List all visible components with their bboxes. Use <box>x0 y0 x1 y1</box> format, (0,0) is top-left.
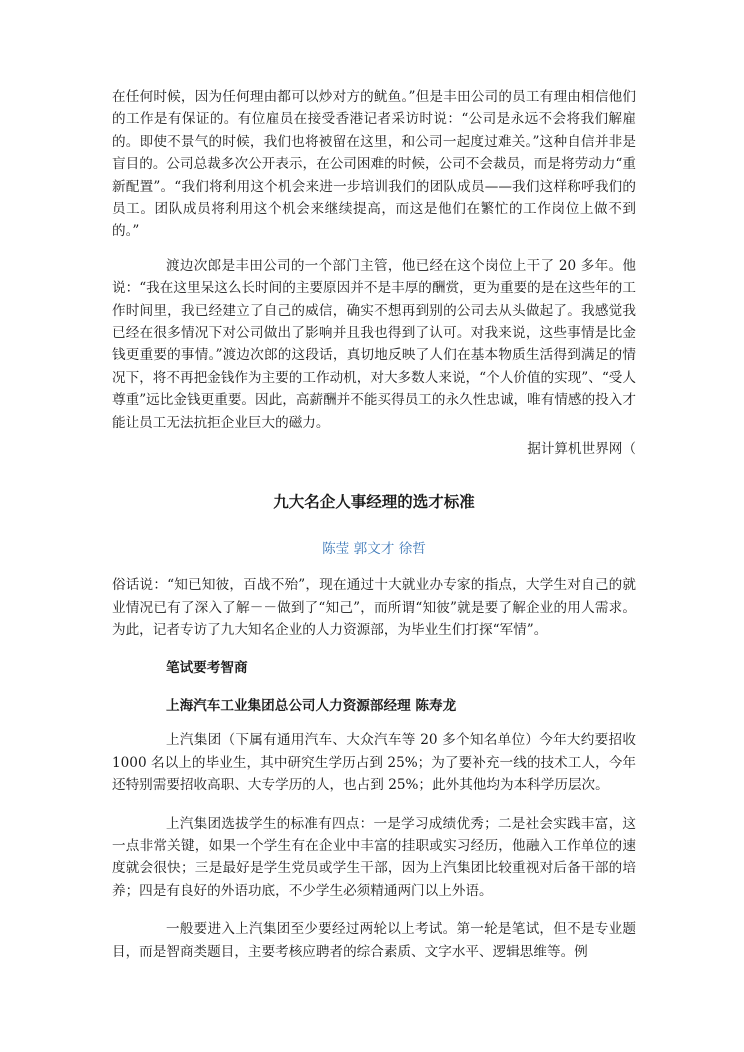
article-authors: 陈莹 郭文才 徐哲 <box>322 541 426 558</box>
body-paragraph: 一般要进入上汽集团至少要经过两轮以上考试。第一轮是笔试，但不是专业题目，而是智商类题目，主要考核应聘者的综合素质、文字水平、逻辑思维等。例 <box>112 921 636 960</box>
section-subheading: 上海汽车工业集团总公司人力资源部经理 陈寿龙 <box>166 698 457 715</box>
document-page <box>112 86 636 963</box>
article-title: 九大名企人事经理的选才标准 <box>273 493 475 512</box>
body-paragraph: 上汽集团（下属有通用汽车、大众汽车等 20 多个知名单位）今年大约要招收 1000 名以上的毕业生，其中研究生学历占到 25%；为了要补充一线的技术工人，今年还特别需要招收高职、大专学历的人，也占到 25%；此外其他均为本科学历层次。 <box>112 732 636 794</box>
source-note: 据计算机世界网（ <box>527 441 636 458</box>
body-paragraph: 渡边次郎是丰田公司的一个部门主管，他已经在这个岗位上干了 20 多年。他说：“我在这里呆这么长时间的主要原因并不是丰厚的酬赏，更为重要的是在这些年的工作时间里，我已经建立了自己的威信，确实不想再到别的公司去从头做起了。我感觉我已经在很多情况下对公司做出了影响并且我也得到了认可。对我来说，这些事情是比金钱更重要的事情。”渡边次郎的这段话，真切地反映了人们在基本物质生活得到满足的情况下，将不再把金钱作为主要的工作动机，对大多数人来说，“个人价值的实现”、“受人尊重”远比金钱更重要。因此，高薪酬并不能买得员工的永久性忠诚，唯有情感的投入才能让员工无法抗拒企业巨大的磁力。 <box>112 257 636 431</box>
section-heading: 笔试要考智商 <box>166 660 248 677</box>
body-paragraph: 在任何时候，因为任何理由都可以炒对方的鱿鱼。”但是丰田公司的员工有理由相信他们的工作是有保证的。有位雇员在接受香港记者采访时说：“公司是永远不会将我们解雇的。即使不景气的时候，我们也将被留在这里，和公司一起度过难关。”这种自信并非是盲目的。公司总裁多次公开表示，在公司困难的时候，公司不会裁员，而是将劳动力“重新配置”。“我们将利用这个机会来进一步培训我们的团队成员——我们这样称呼我们的员工。团队成员将利用这个机会来继续提高，而这是他们在繁忙的工作岗位上做不到的。” <box>112 89 636 240</box>
article-intro: 俗话说：“知已知彼，百战不殆”，现在通过十大就业办专家的指点，大学生对自己的就业情况已有了深入了解－－做到了“知己”，而所谓“知彼”就是要了解企业的用人需求。为此，记者专访了九大知名企业的人力资源部，为毕业生们打探“军情”。 <box>112 577 636 638</box>
body-paragraph: 上汽集团选拔学生的标准有四点：一是学习成绩优秀；二是社会实践丰富，这一点非常关键，如果一个学生有在企业中丰富的挂职或实习经历，他融入工作单位的速度就会很快；三是最好是学生党员或学生干部，因为上汽集团比较重视对后备干部的培养；四是有良好的外语功底，不少学生必须精通两门以上外语。 <box>112 815 636 899</box>
